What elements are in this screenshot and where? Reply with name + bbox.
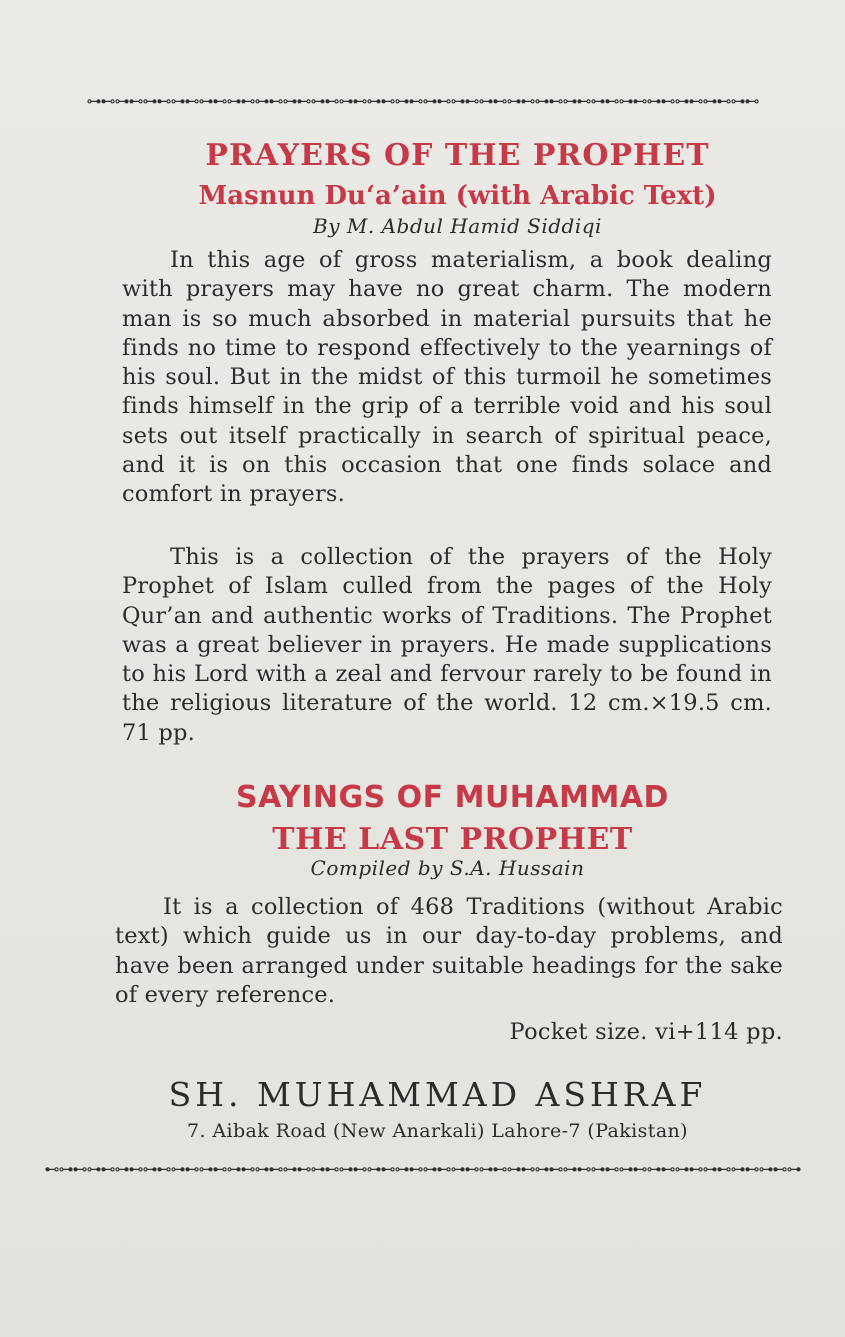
top-ornament-border <box>0 92 845 116</box>
paragraph-text: In this age of gross materialism, a book dealing with prayers may have no great charm. The modern man is so much absorbed in material pursuits that he finds no time to respond effectively to the yearnings of his soul. But in the midst of this turmoil he sometimes finds himself in the grip of a terrible void and his soul sets out itself practically in search of spiritual peace, and it is on this occasion that one finds solace and comfort in prayers. <box>122 247 772 508</box>
bottom-ornament-border <box>0 1160 845 1184</box>
paragraph-text: This is a collection of the prayers of the Holy Prophet of Islam culled from the pages of the Holy Qur’an and authentic works of Traditions. The Prophet was a great believer in prayers. He made supplications to his Lord with a zeal and fervour rarely to be found in the religious literature of the world. 12 cm.×19.5 cm. 71 pp. <box>122 544 772 746</box>
ornament-glyphs: ⊶⊷⊶⊷⊶⊷⊶⊷⊶⊷⊶⊷⊶⊷⊶⊷⊶⊷⊶⊷⊶⊷⊶⊷⊶⊷⊶⊷⊶⊷⊶⊷⊶⊷⊶⊷⊶⊷⊶⊷⊶⊷⊶⊷⊶⊷⊶⊷ <box>86 92 759 110</box>
book1-description-paragraph-1 <box>122 246 772 510</box>
ornament-glyphs: ⊷⊶⊷⊶⊷⊶⊷⊶⊷⊶⊷⊶⊷⊶⊷⊶⊷⊶⊷⊶⊷⊶⊷⊶⊷⊶⊷⊶⊷⊶⊷⊶⊷⊶⊷⊶⊷⊶⊷⊶⊷⊶⊷⊶⊷⊶⊷⊶⊷⊶⊷⊶⊷⊶ <box>44 1160 801 1178</box>
paragraph-text: It is a collection of 468 Traditions (without Arabic text) which guide us in our day-to-day problems, and have been arranged under suitable headings for the sake of every reference. <box>115 894 783 1008</box>
book1-author: By M. Abdul Hamid Siddiqi <box>313 214 602 238</box>
book2-size-info: Pocket size. vi+114 pp. <box>509 1019 783 1045</box>
publisher-name: SH. MUHAMMAD ASHRAF <box>168 1075 707 1114</box>
book2-title-line-1: SAYINGS OF MUHAMMAD <box>236 780 669 815</box>
publisher-address: 7. Aibak Road (New Anarkali) Lahore-7 (Pakistan) <box>187 1120 688 1142</box>
book1-title: PRAYERS OF THE PROPHET <box>205 138 710 173</box>
book2-description-paragraph <box>115 893 783 1010</box>
book1-subtitle: Masnun Du‘a’ain (with Arabic Text) <box>198 181 717 211</box>
book1-description-paragraph-2 <box>122 543 772 748</box>
book2-title-line-2: THE LAST PROPHET <box>272 822 633 857</box>
book2-author: Compiled by S.A. Hussain <box>310 856 585 880</box>
